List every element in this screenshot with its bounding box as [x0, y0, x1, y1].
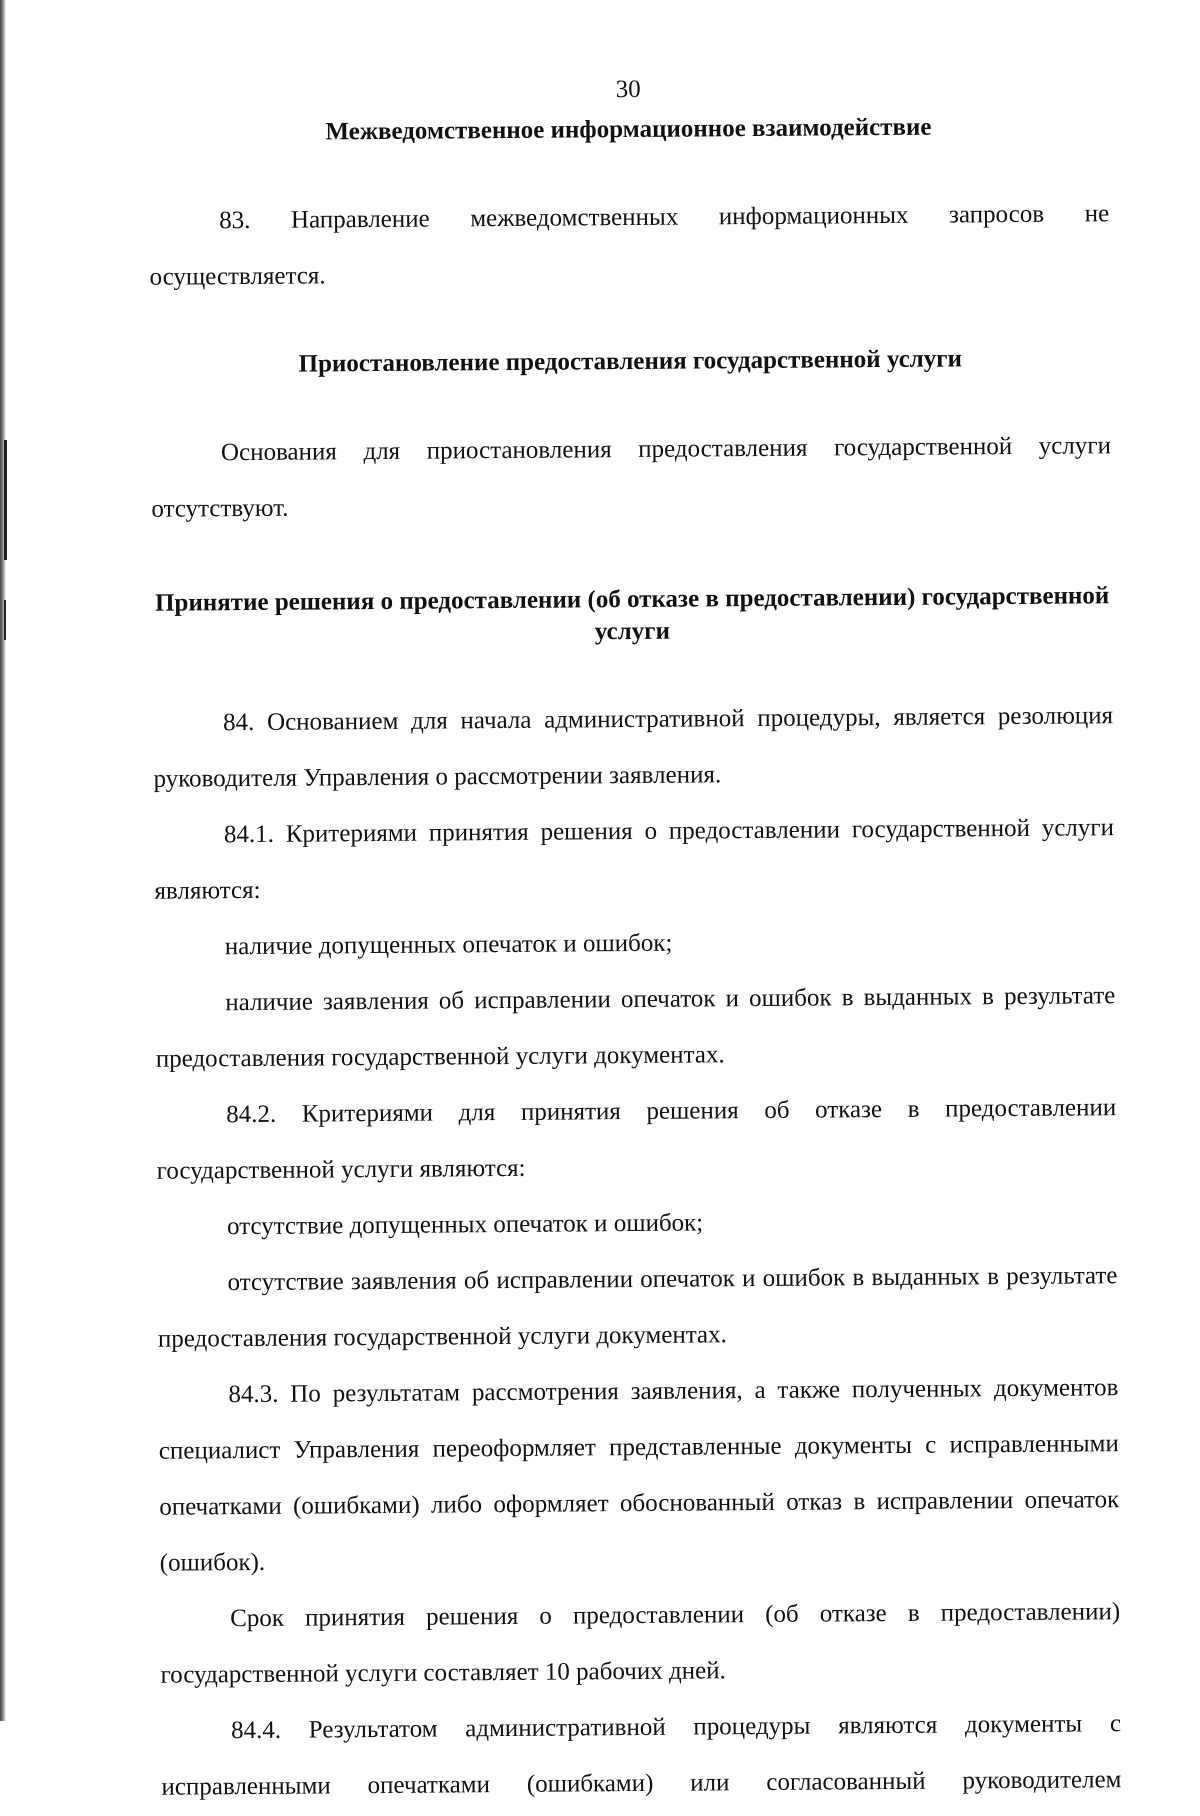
section-heading-interagency: Межведомственное информационное взаимодействие — [325, 113, 932, 146]
page-content — [148, 66, 1122, 1815]
scan-edge-mark — [4, 600, 6, 640]
paragraph-84-3: 84.3. По результатам рассмотрения заявления, а также полученных документов специалист Управления переоформляет представленные документы с исправленными опечатками (ошибками) либо оформляет обоснованный отказ в исправлении опечаток (ошибок). — [158, 1374, 1120, 1577]
paragraph-84-4: 84.4. Результатом административной процедуры являются документы с исправленными опечатками (ошибками) или согласованный руководителем — [161, 1710, 1122, 1801]
scan-edge-mark — [4, 440, 7, 560]
section-heading-decision: Принятие решения о предоставлении (об отказе в предоставлении) государственной услуги — [154, 582, 1110, 646]
paragraph-83: 83. Направление межведомственных информационных запросов не осуществляется. — [149, 200, 1110, 291]
paragraph-suspension-grounds: Основания для приостановления предоставления государственной услуги отсутствуют. — [151, 432, 1112, 523]
paragraph-decision-term: Срок принятия решения о предоставлении (об отказе в предоставлении) государственной услуги составляет 10 рабочих дней. — [160, 1598, 1121, 1689]
section-heading-suspension: Приостановление предоставления государственной услуги — [298, 345, 963, 378]
paragraph-84: 84. Основанием для начала административной процедуры, является резолюция руководителя Управления о рассмотрении заявления. — [153, 702, 1114, 793]
scan-edge-shadow — [0, 0, 6, 1721]
list-item-typos-present: наличие допущенных опечаток и ошибок; — [224, 929, 673, 961]
page-number: 30 — [615, 75, 641, 104]
paragraph-84-1: 84.1. Критериями принятия решения о предоставлении государственной услуги являются: — [154, 814, 1115, 905]
list-item-application-present: наличие заявления об исправлении опечаток и ошибок в выданных в результате предоставления государственной услуги документах. — [155, 982, 1116, 1073]
paragraph-84-2: 84.2. Критериями для принятия решения об отказе в предоставлении государственной услуги являются: — [156, 1094, 1117, 1185]
list-item-application-absent: отсутствие заявления об исправлении опечаток и ошибок в выданных в результате предоставления государственной услуги документах. — [157, 1262, 1118, 1353]
list-item-typos-absent: отсутствие допущенных опечаток и ошибок; — [226, 1209, 704, 1241]
